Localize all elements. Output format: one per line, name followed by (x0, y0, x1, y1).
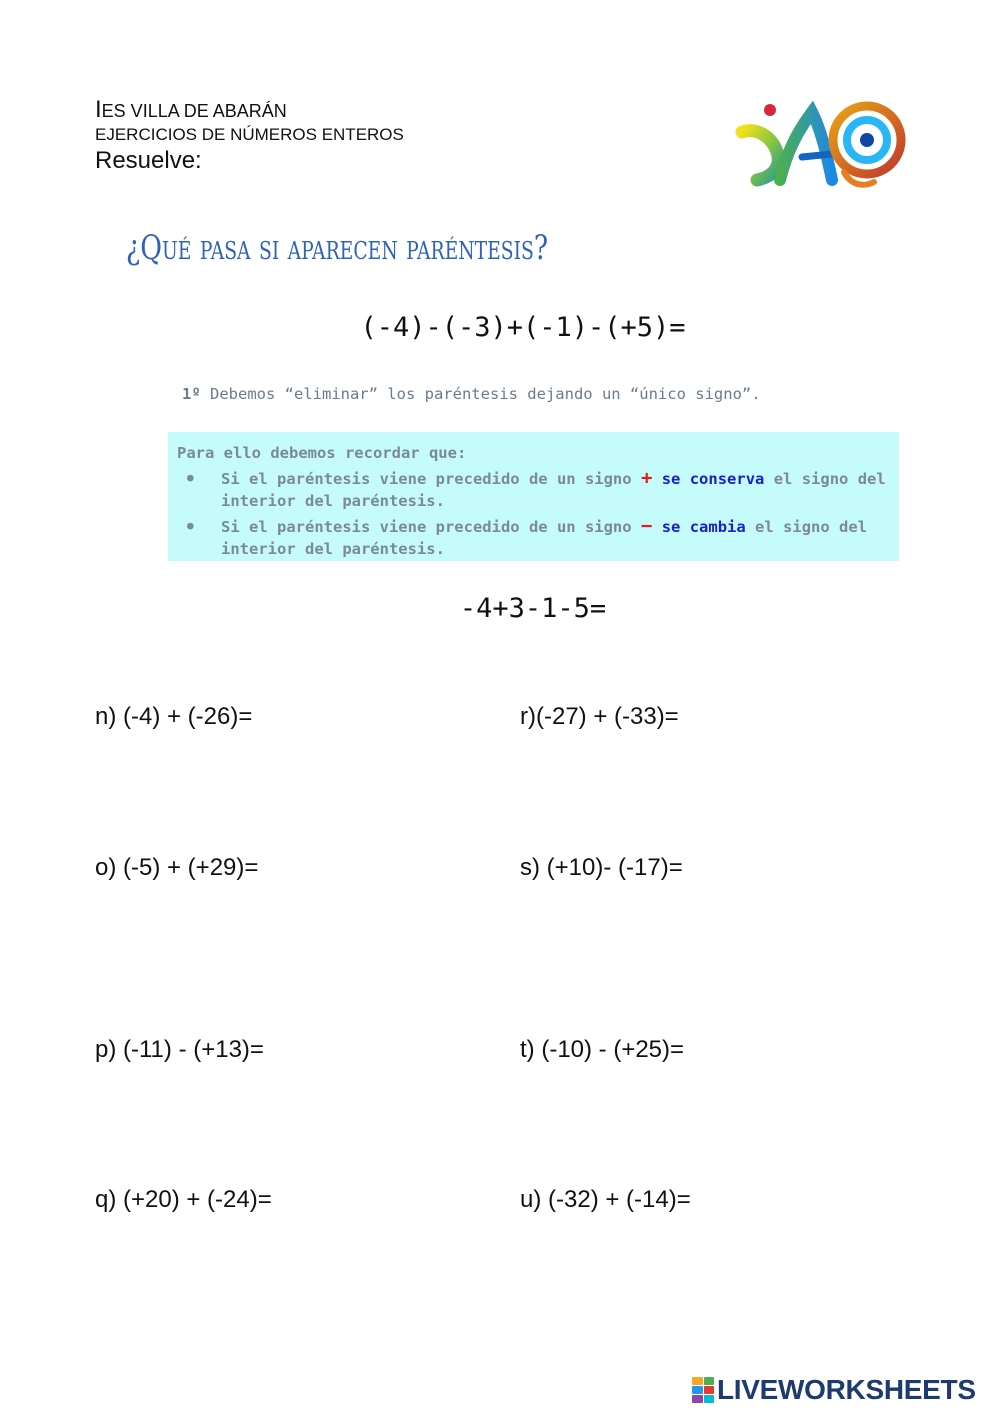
instruction-resuelve: Resuelve: (95, 147, 202, 174)
example-expression: (-4)-(-3)+(-1)-(+5)= (360, 312, 686, 343)
school-name-initial: I (95, 96, 102, 123)
exercise-q: q) (+20) + (-24)= (95, 1186, 272, 1213)
rule-minus-text: Si el paréntesis viene precedido de un signo (221, 517, 641, 536)
keyword-conserva: se conserva (652, 469, 765, 488)
exercise-u: u) (-32) + (-14)= (520, 1186, 691, 1213)
rule-plus-tail: el signo del interior del paréntesis. (221, 469, 886, 510)
liveworksheets-watermark (692, 1374, 976, 1406)
step-number: 1º (182, 385, 201, 403)
exercise-r: r)(-27) + (-33)= (520, 703, 679, 730)
rule-minus-tail: el signo del interior del paréntesis. (221, 517, 868, 558)
exercise-p: p) (-11) - (+13)= (95, 1036, 264, 1063)
minus-sign: − (640, 514, 653, 537)
school-name-rest: ES VILLA DE ABARÁN (101, 101, 287, 121)
exercise-s: s) (+10)- (-17)= (520, 854, 683, 881)
watermark-text: LIVEWORKSHEETS (717, 1374, 976, 1405)
section-title: ¿Qué pasa si aparecen paréntesis? (126, 228, 549, 268)
example-result-expression: -4+3-1-5= (459, 593, 607, 624)
liveworksheets-logo-icon (692, 1377, 714, 1403)
plus-sign: + (640, 466, 653, 489)
rule-plus-text: Si el paréntesis viene precedido de un signo (221, 469, 641, 488)
exercise-t: t) (-10) - (+25)= (520, 1036, 685, 1063)
keyword-cambia: se cambia (652, 517, 746, 536)
rule-minus (221, 515, 899, 561)
step-text: Debemos “eliminar” los paréntesis dejando un “único signo”. (200, 385, 761, 403)
rules-intro: Para ello debemos recordar que: (177, 444, 467, 462)
rules-box (168, 432, 899, 561)
school-logo-icon (732, 92, 908, 192)
step-one-instruction (182, 385, 761, 403)
school-name (95, 98, 287, 123)
exercise-n: n) (-4) + (-26)= (95, 703, 253, 730)
exercise-o: o) (-5) + (+29)= (95, 854, 259, 881)
rules-list (177, 467, 899, 561)
worksheet-subject: EJERCICIOS DE NÚMEROS ENTEROS (95, 125, 404, 144)
rule-plus (221, 467, 899, 513)
